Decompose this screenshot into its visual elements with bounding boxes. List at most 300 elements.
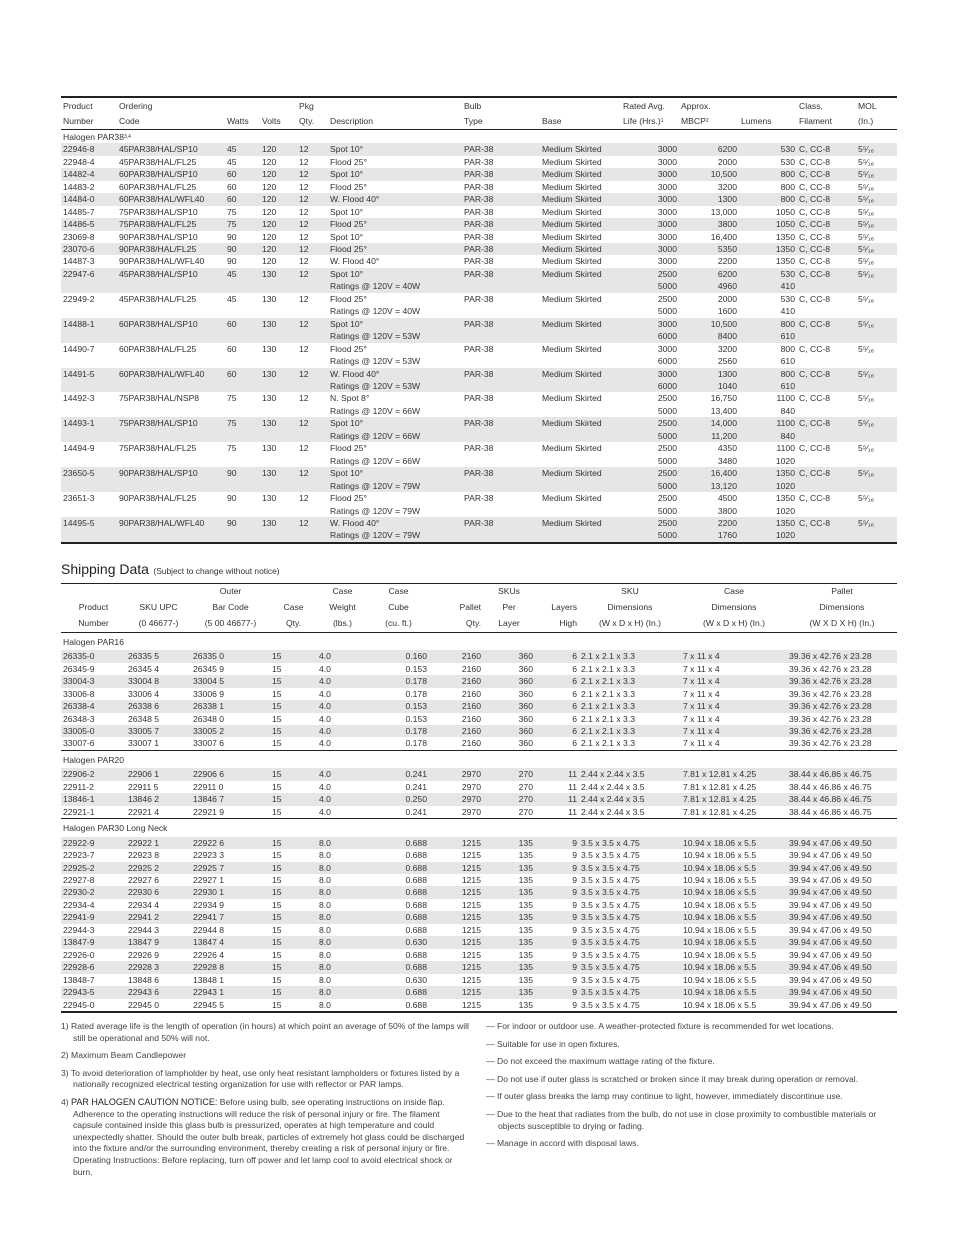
page: [61, 96, 897, 1177]
skus-per-layer: 360: [483, 737, 535, 750]
ordering-code: 75PAR38/HAL/FL25: [119, 443, 197, 454]
sku-dimensions: 3.5 x 3.5 x 4.75: [579, 936, 681, 948]
layers-high: 6: [535, 700, 579, 712]
group-label: Halogen PAR20: [63, 754, 124, 765]
group-label: Halogen PAR16: [63, 636, 124, 647]
column-header: Type: [462, 113, 540, 129]
skus-per-layer: 135: [518, 999, 533, 1010]
column-header: Outer: [219, 585, 242, 596]
pkg-qty: 12: [299, 393, 309, 404]
mbcp: 16,400: [710, 231, 737, 242]
outer-bar-code: 33006 9: [193, 688, 225, 699]
case-weight: 8.0: [319, 875, 331, 886]
table-row: [61, 650, 897, 662]
layers-high: 9: [572, 875, 577, 886]
column-header: [535, 583, 579, 600]
mol: 5⁵⁄₁₆: [856, 368, 897, 393]
description: Spot 10°: [328, 143, 462, 155]
column-header: Volts: [260, 113, 297, 129]
header-row: [61, 583, 897, 600]
table-row: [61, 862, 897, 874]
sku-upc: 33006 4: [128, 688, 160, 699]
case-cube: 0.688: [405, 999, 427, 1010]
case-cube: 0.688: [405, 924, 427, 935]
watts: 60: [225, 193, 260, 205]
watts: 45: [225, 268, 260, 293]
footnote: 1) Rated average life is the length of operation (in hours) at which point an average of 50% of the lamps will still be operational and 50% will not.: [61, 1021, 469, 1043]
pkg-qty: 12: [299, 256, 309, 267]
layers-high: 9: [572, 974, 577, 985]
table-row: [61, 737, 897, 750]
watts: 90: [227, 256, 237, 267]
table-row: [61, 849, 897, 861]
column-header: Bulb: [464, 101, 482, 111]
ordering-code: 90PAR38/HAL/FL25: [117, 243, 225, 255]
skus-per-layer: 270: [518, 781, 533, 792]
column-header: Qty.: [429, 616, 483, 633]
product-number: 33004-3: [61, 675, 126, 687]
column-header: Watts: [225, 113, 260, 129]
ordering-code: 60PAR38/HAL/WFL40: [117, 368, 225, 393]
case-dimensions: 10.94 x 18.06 x 5.5: [683, 899, 757, 910]
pallet-dimensions: 39.94 x 47.06 x 49.50: [789, 999, 872, 1010]
table-row: [61, 663, 897, 675]
pallet-qty: 2160: [429, 725, 483, 737]
pallet-dimensions: 39.36 x 42.76 x 23.28: [787, 737, 897, 750]
ordering-code: 90PAR38/HAL/SP10: [119, 231, 198, 242]
rated-life: 2500 5000: [657, 493, 677, 516]
watts: 45: [227, 156, 237, 167]
pallet-qty: 1215: [461, 999, 481, 1010]
volts: 130: [262, 293, 277, 304]
base: Medium Skirted: [542, 156, 602, 167]
bulb-type: PAR-38: [464, 393, 494, 404]
pallet-qty: 1215: [461, 875, 481, 886]
layers-high: 9: [535, 986, 579, 998]
sku-dimensions: 3.5 x 3.5 x 4.75: [579, 911, 681, 923]
mbcp: 10,500: [679, 168, 739, 180]
skus-per-layer: 135: [483, 837, 535, 849]
layers-high: 6: [535, 725, 579, 737]
base: Medium Skirted: [540, 168, 621, 180]
table-row: [61, 986, 897, 998]
sku-dimensions: 2.44 x 2.44 x 3.5: [579, 793, 681, 805]
pallet-qty: 1215: [429, 986, 483, 998]
case-dimensions: 7 x 11 x 4: [683, 663, 720, 674]
pallet-dimensions: 38.44 x 46.86 x 46.75: [787, 793, 897, 805]
lumens: 530 410: [780, 293, 795, 317]
outer-bar-code: 22927 1: [193, 875, 225, 886]
pallet-dimensions: 39.94 x 47.06 x 49.50: [787, 986, 897, 998]
pkg-qty: 12: [299, 493, 309, 504]
description: Flood 25°: [330, 156, 367, 167]
case-cube: 0.153: [405, 713, 427, 724]
product-number: 33006-8: [63, 688, 95, 699]
mol: 5⁵⁄₁₆: [856, 517, 897, 543]
pallet-qty: 2160: [461, 663, 481, 674]
pkg-qty: 12: [299, 156, 309, 167]
pallet-qty: 2160: [429, 650, 483, 662]
description: W. Flood 40°: [328, 193, 462, 205]
lumens: 530: [780, 156, 795, 167]
outer-bar-code: 22923 3: [193, 850, 225, 861]
skus-per-layer: 135: [518, 949, 533, 960]
case-cube: 0.178: [405, 688, 427, 699]
case-dimensions: 7.81 x 12.81 x 4.25: [683, 781, 757, 792]
product-number: 14484-0: [61, 193, 117, 205]
column-header: Case: [388, 585, 409, 596]
base: Medium Skirted: [540, 368, 621, 393]
table-row: [61, 156, 897, 168]
product-number: 26338-4: [61, 700, 126, 712]
case-qty: 15: [270, 806, 317, 819]
sku-upc: 26348 5: [128, 713, 160, 724]
sku-upc: 22906 1: [126, 768, 191, 780]
volts: 130: [262, 393, 277, 404]
group-label: Halogen PAR30 Long Neck: [63, 823, 168, 834]
ordering-code: 60PAR38/HAL/SP10: [117, 318, 225, 343]
product-number: 14494-9: [63, 443, 95, 454]
pallet-dimensions: 39.36 x 42.76 x 23.28: [789, 688, 872, 699]
case-cube: 0.241: [368, 768, 429, 780]
case-dimensions: 10.94 x 18.06 x 5.5: [681, 936, 787, 948]
ordering-code: 45PAR38/HAL/SP10: [117, 268, 225, 293]
sku-upc: 22927 6: [128, 875, 160, 886]
pallet-qty: 2160: [461, 688, 481, 699]
shipping-table-body: [61, 632, 897, 1012]
rated-life: 2500 5000: [657, 293, 677, 317]
rated-life: 3000: [621, 193, 679, 205]
class-filament: C, CC-8: [799, 256, 831, 267]
product-number: 26345-9: [63, 663, 95, 674]
footnote: — If outer glass breaks the lamp may continue to light, however, immediately discontinue use.: [486, 1091, 843, 1102]
case-cube: 0.688: [405, 850, 427, 861]
layers-high: 9: [572, 924, 577, 935]
case-cube: 0.688: [405, 875, 427, 886]
product-number: 13848-7: [63, 974, 95, 985]
outer-bar-code: 22943 1: [191, 986, 270, 998]
column-header: Case: [723, 585, 745, 596]
product-number: 22930-2: [61, 886, 126, 898]
volts: 120: [260, 193, 297, 205]
product-table-header: [61, 97, 897, 129]
group-row: [61, 129, 897, 143]
sku-upc: 22922 1: [126, 837, 191, 849]
description: Flood 25° Ratings @ 120V = 79W: [330, 493, 421, 516]
layers-high: 9: [572, 899, 577, 910]
product-number: 26335-0: [61, 650, 126, 662]
mol: 5⁵⁄₁₆: [858, 293, 875, 304]
outer-bar-code: 22928 8: [191, 961, 270, 973]
column-header: Pkg: [299, 101, 314, 111]
case-weight: 8.0: [317, 911, 368, 923]
pallet-qty: 2970: [429, 768, 483, 780]
pkg-qty: 12: [297, 417, 328, 442]
ordering-code: 60PAR38/HAL/SP10: [117, 168, 225, 180]
table-row: [61, 243, 897, 255]
description: Flood 25°: [330, 181, 367, 192]
table-row: [61, 517, 897, 543]
table-row: [61, 442, 897, 467]
class-filament: C, CC-8: [797, 467, 856, 492]
class-filament: C, CC-8: [797, 218, 856, 230]
table-row: [61, 143, 897, 155]
bulb-type: PAR-38: [464, 493, 494, 504]
pkg-qty: 12: [299, 293, 309, 304]
pallet-dimensions: 39.94 x 47.06 x 49.50: [787, 886, 897, 898]
sku-dimensions: 3.5 x 3.5 x 4.75: [581, 875, 640, 886]
table-row: [61, 206, 897, 218]
product-number: 33005-0: [61, 725, 126, 737]
sku-upc: 13848 6: [128, 974, 160, 985]
table-row: [61, 899, 897, 911]
base: Medium Skirted: [542, 343, 602, 354]
ordering-code: 45PAR38/HAL/FL25: [119, 156, 197, 167]
case-weight: 8.0: [317, 986, 368, 998]
base: Medium Skirted: [540, 143, 621, 155]
product-number: 22922-9: [61, 837, 126, 849]
case-weight: 4.0: [319, 663, 331, 674]
column-header: Lumens: [739, 113, 797, 129]
case-weight: 8.0: [317, 961, 368, 973]
product-number: 23650-5: [61, 467, 117, 492]
shipping-title: Shipping Data: [61, 560, 149, 577]
mol: 5⁵⁄₁₆: [858, 443, 875, 454]
mol: 5⁵⁄₁₆: [856, 193, 897, 205]
watts: 75: [227, 443, 237, 454]
description: Flood 25° Ratings @ 120V = 66W: [330, 443, 421, 466]
mol: 5⁵⁄₁₆: [858, 206, 875, 217]
pkg-qty: 12: [299, 206, 309, 217]
table-row: [61, 467, 897, 492]
column-header: Pallet: [831, 585, 853, 596]
outer-bar-code: 33005 2: [191, 725, 270, 737]
case-qty: 15: [272, 999, 282, 1010]
lumens: 800: [739, 193, 797, 205]
pallet-qty: 1215: [429, 936, 483, 948]
case-dimensions: 10.94 x 18.06 x 5.5: [681, 862, 787, 874]
footnote: — Manage in accord with disposal laws.: [486, 1138, 639, 1149]
group-label: Halogen PAR38$^{3,4}$: [63, 131, 131, 142]
column-header: Filament: [797, 113, 856, 129]
class-filament: C, CC-8: [797, 368, 856, 393]
pallet-qty: 2160: [429, 737, 483, 750]
product-number: 14486-5: [61, 218, 117, 230]
product-number: 22928-6: [61, 961, 126, 973]
class-filament: C, CC-8: [797, 168, 856, 180]
pallet-qty: 1215: [429, 911, 483, 923]
description: N. Spot 8° Ratings @ 120V = 66W: [330, 393, 421, 416]
case-qty: 15: [270, 793, 317, 805]
column-header: Base: [540, 113, 621, 129]
outer-bar-code: 13846 7: [191, 793, 270, 805]
column-header: MOL: [858, 101, 877, 111]
class-filament: C, CC-8: [799, 231, 831, 242]
outer-bar-code: 22944 8: [193, 924, 225, 935]
bulb-type: PAR-38: [462, 218, 540, 230]
pkg-qty: 12: [297, 268, 328, 293]
bulb-type: PAR-38: [462, 318, 540, 343]
watts: 90: [225, 243, 260, 255]
column-header: (W x D x H) (In.): [681, 616, 787, 633]
case-qty: 15: [270, 986, 317, 998]
volts: 130: [260, 517, 297, 543]
shipping-table-header: [61, 583, 897, 632]
table-row: [61, 193, 897, 205]
case-cube: 0.688: [368, 886, 429, 898]
pkg-qty: 12: [297, 368, 328, 393]
sku-upc: 22928 3: [126, 961, 191, 973]
case-cube: 0.688: [368, 986, 429, 998]
column-header: Per: [502, 601, 516, 612]
pallet-dimensions: 39.94 x 47.06 x 49.50: [789, 924, 872, 935]
mbcp: 6200: [679, 143, 739, 155]
column-header: Cube: [388, 601, 409, 612]
product-number: 14491-5: [61, 368, 117, 393]
description: Spot 10° Ratings @ 120V = 66W: [328, 417, 462, 442]
mol: 5⁵⁄₁₆: [858, 343, 875, 354]
sku-upc: 22921 4: [126, 806, 191, 819]
table-row: [61, 837, 897, 849]
pallet-dimensions: 39.94 x 47.06 x 49.50: [787, 961, 897, 973]
case-qty: 15: [270, 650, 317, 662]
column-header: (In.): [856, 113, 897, 129]
description: Spot 10° Ratings @ 120V = 53W: [328, 318, 462, 343]
rated-life: 3000 6000: [621, 368, 679, 393]
mbcp: 2200: [717, 256, 737, 267]
sku-dimensions: 2.1 x 2.1 x 3.3: [581, 713, 635, 724]
bulb-type: PAR-38: [464, 256, 494, 267]
ordering-code: 45PAR38/HAL/SP10: [117, 143, 225, 155]
product-table: [61, 96, 897, 544]
header-row: [61, 97, 897, 113]
sku-upc: 22941 2: [126, 911, 191, 923]
rated-life: 2500 5000: [657, 393, 677, 416]
case-dimensions: 10.94 x 18.06 x 5.5: [681, 986, 787, 998]
case-dimensions: 10.94 x 18.06 x 5.5: [681, 837, 787, 849]
watts: 90: [225, 517, 260, 543]
pallet-dimensions: 39.94 x 47.06 x 49.50: [789, 949, 872, 960]
layers-high: 11: [535, 793, 579, 805]
skus-per-layer: 135: [483, 886, 535, 898]
footnote: — For indoor or outdoor use. A weather-protected fixture is recommended for wet locations.: [486, 1021, 834, 1031]
header-row: [61, 113, 897, 129]
footnote: 3) To avoid deterioration of lampholder by heat, use only heat resistant lampholders or fixtures listed by a nationally recognized electrical testing organization for use with reflector or PAR lamps.: [61, 1067, 460, 1090]
case-weight: 4.0: [319, 713, 331, 724]
bulb-type: PAR-38: [462, 143, 540, 155]
mbcp: 16,400 13,120: [679, 467, 739, 492]
footnote: 4) PAR HALOGEN CAUTION NOTICE: Before using bulb, see operating instructions on inside flap. Adherence to the operating instructions will reduce the risk of personal injury or fire. The filament capsule contained inside this glass bulb is pressurized, operates at high temperature and could unexpectedly shatter. Should the outer bulb break, particles of extremely hot glass could be discharged into the fixture and/or the surrounding environment, thereby creating a risk of personal injury or fire. Operating Instructions: Before replacing, turn off power and let lamp cool to avoid electrical shock or burn.: [61, 1096, 465, 1177]
layers-high: 6: [535, 650, 579, 662]
case-qty: 15: [270, 675, 317, 687]
lumens: 800: [780, 181, 795, 192]
volts: 130: [260, 318, 297, 343]
pallet-qty: 1215: [461, 924, 481, 935]
layers-high: 6: [572, 663, 577, 674]
column-header: Pallet: [459, 601, 481, 612]
sku-upc: 22943 6: [126, 986, 191, 998]
pkg-qty: 12: [299, 181, 309, 192]
table-row: [61, 768, 897, 780]
pkg-qty: 12: [299, 443, 309, 454]
skus-per-layer: 270: [483, 768, 535, 780]
description: Spot 10° Ratings @ 120V = 40W: [328, 268, 462, 293]
case-qty: 15: [270, 886, 317, 898]
case-dimensions: 10.94 x 18.06 x 5.5: [681, 911, 787, 923]
product-number: 22906-2: [61, 768, 126, 780]
rated-life: 3000: [657, 256, 677, 267]
outer-bar-code: 26335 0: [191, 650, 270, 662]
product-number: 14487-3: [63, 256, 95, 267]
sku-dimensions: 2.1 x 2.1 x 3.3: [581, 688, 635, 699]
case-qty: 15: [272, 974, 282, 985]
class-filament: C, CC-8: [799, 206, 831, 217]
sku-upc: 22934 4: [128, 899, 160, 910]
class-filament: C, CC-8: [799, 343, 831, 354]
volts: 120: [260, 143, 297, 155]
lumens: 1350: [775, 231, 795, 242]
product-number: 22943-5: [61, 986, 126, 998]
case-dimensions: 10.94 x 18.06 x 5.5: [683, 924, 757, 935]
pallet-qty: 1215: [461, 949, 481, 960]
case-qty: 15: [272, 713, 282, 724]
outer-bar-code: 22906 6: [191, 768, 270, 780]
pallet-qty: 2160: [461, 713, 481, 724]
pallet-dimensions: 39.94 x 47.06 x 49.50: [789, 875, 872, 886]
mbcp: 4350 3480: [717, 443, 737, 466]
sku-dimensions: 3.5 x 3.5 x 4.75: [579, 862, 681, 874]
outer-bar-code: 13848 1: [193, 974, 225, 985]
column-header: Case: [283, 601, 304, 612]
rated-life: 3000: [621, 143, 679, 155]
case-dimensions: 7.81 x 12.81 x 4.25: [681, 806, 787, 819]
case-weight: 8.0: [317, 862, 368, 874]
bulb-type: PAR-38: [464, 181, 494, 192]
description: W. Flood 40°: [330, 256, 380, 267]
bulb-type: PAR-38: [464, 343, 494, 354]
skus-per-layer: 135: [483, 911, 535, 923]
sku-dimensions: 3.5 x 3.5 x 4.75: [579, 886, 681, 898]
sku-dimensions: 3.5 x 3.5 x 4.75: [579, 837, 681, 849]
table-row: [61, 492, 897, 517]
watts: 60: [227, 181, 237, 192]
case-cube: 0.153: [368, 700, 429, 712]
product-number: 14495-5: [61, 517, 117, 543]
sku-dimensions: 2.44 x 2.44 x 3.5: [581, 781, 645, 792]
rated-life: 2500 5000: [621, 517, 679, 543]
watts: 45: [227, 293, 237, 304]
case-dimensions: 7 x 11 x 4: [683, 688, 720, 699]
mbcp: 2000: [717, 156, 737, 167]
rated-life: 3000: [621, 168, 679, 180]
class-filament: C, CC-8: [797, 143, 856, 155]
pallet-dimensions: 39.94 x 47.06 x 49.50: [789, 899, 872, 910]
column-header: MBCP$^2$: [679, 113, 739, 129]
bulb-type: PAR-38: [464, 231, 494, 242]
volts: 120: [262, 206, 277, 217]
volts: 130: [262, 343, 277, 354]
layers-high: 9: [572, 850, 577, 861]
case-weight: 8.0: [317, 936, 368, 948]
column-header: SKU UPC: [139, 601, 178, 612]
table-row: [61, 392, 897, 417]
pkg-qty: 12: [299, 343, 309, 354]
bulb-type: PAR-38: [464, 443, 494, 454]
case-weight: 4.0: [317, 675, 368, 687]
mol: 5⁵⁄₁₆: [856, 168, 897, 180]
volts: 120: [260, 218, 297, 230]
pallet-qty: 2160: [429, 700, 483, 712]
